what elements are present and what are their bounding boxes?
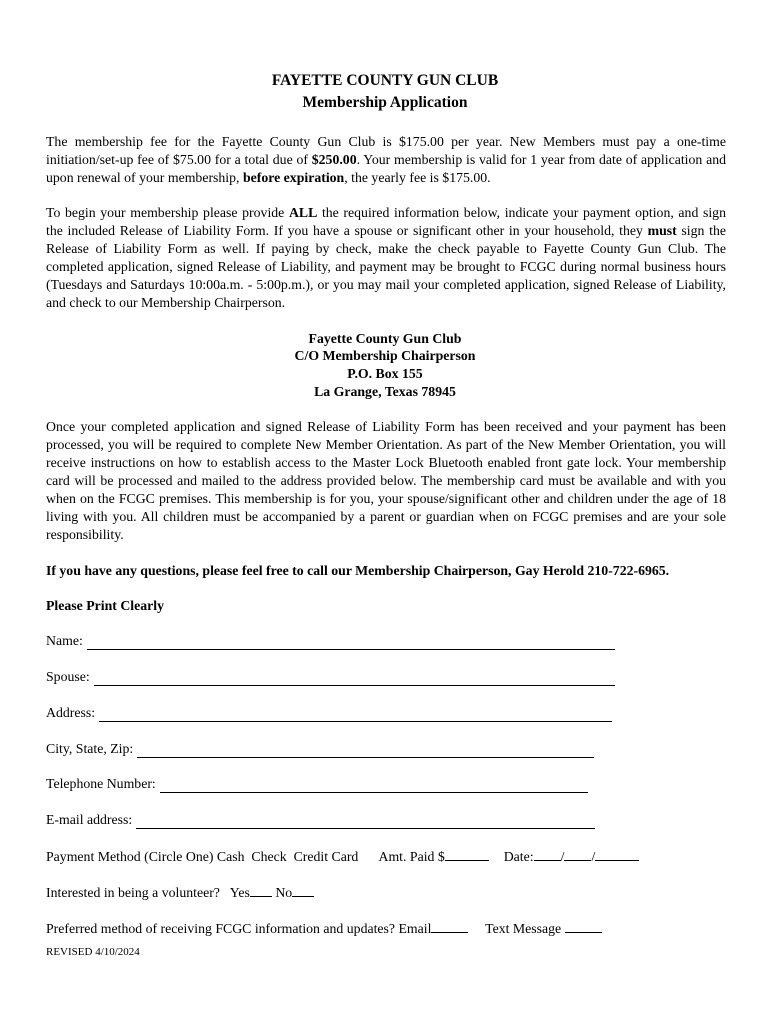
fee-paragraph (46, 133, 726, 187)
email-label: E-mail address: (46, 812, 133, 827)
instructions-text: To begin your membership please provide (46, 205, 289, 220)
email-input-line[interactable] (136, 814, 595, 829)
payment-method-label: Payment Method (Circle One) (46, 849, 214, 864)
address-line-4: La Grange, Texas 78945 (314, 384, 456, 399)
spouse-input-line[interactable] (94, 671, 615, 686)
fee-total: $250.00 (311, 152, 357, 167)
amount-paid-label: Amt. Paid $ (378, 849, 445, 864)
fee-text-3: , the yearly fee is $175.00. (344, 170, 491, 185)
preferred-question: Preferred method of receiving FCGC information and updates? (46, 921, 396, 936)
instructions-paragraph (46, 204, 726, 312)
questions-line: If you have any questions, please feel free to call our Membership Chairperson, Gay Herold 210-722-6965. (46, 563, 670, 578)
spouse-field[interactable] (46, 668, 615, 686)
name-input-line[interactable] (87, 635, 615, 650)
payment-option-cash[interactable]: Cash (216, 849, 245, 864)
preferred-text-label: Text Message (485, 921, 562, 936)
volunteer-yes-input[interactable] (250, 883, 272, 897)
volunteer-no-input[interactable] (292, 883, 314, 897)
volunteer-yes-label: Yes (229, 885, 250, 900)
print-clearly-heading: Please Print Clearly (46, 598, 165, 613)
revision-date: REVISED 4/10/2024 (46, 946, 140, 958)
preferred-text-input[interactable] (565, 919, 602, 933)
all-emphasis: ALL (288, 205, 318, 220)
telephone-label: Telephone Number: (46, 776, 156, 791)
fee-text-2: . Your membership is valid for 1 year from date of application and upon renewal of your membership, (46, 152, 726, 185)
date-separator-1: / (560, 849, 565, 864)
before-expiration: before expiration (242, 170, 345, 185)
address-label: Address: (46, 705, 96, 720)
email-field[interactable] (46, 811, 595, 829)
fee-text: The membership fee for the Fayette County Gun Club is $175.00 per year. New Members must pay a one-time initiation/set-up fee of $75.00 for a total due of (46, 134, 726, 167)
date-label: Date: (503, 849, 534, 864)
telephone-input-line[interactable] (160, 778, 588, 793)
document-subtitle: Membership Application (302, 94, 468, 111)
address-line-3: P.O. Box 155 (347, 366, 423, 381)
document-title: FAYETTE COUNTY GUN CLUB (271, 72, 499, 89)
date-day-input[interactable] (564, 847, 591, 861)
payment-option-check[interactable]: Check (251, 849, 287, 864)
name-field[interactable] (46, 632, 615, 650)
payment-row (46, 847, 639, 866)
address-field[interactable] (46, 704, 612, 722)
address-line-2: C/O Membership Chairperson (294, 348, 476, 363)
telephone-field[interactable] (46, 775, 588, 793)
instructions-text-3: sign the Release of Liability Form as well. If paying by check, make the check payable to Fayette County Gun Club. The completed application, signed Release of Liability, and payment may be brought to FCGC during normal business hours (Tuesdays and Saturdays 10:00a.m. - 5:00p.m.), or you may mail your completed application, signed Release of Liability, and check to our Membership Chairperson. (46, 223, 726, 310)
orientation-paragraph: Once your completed application and signed Release of Liability Form has been received and your payment has been processed, you will be required to complete New Member Orientation. As part of the New Member Orientation, you will receive instructions on how to establish access to the Master Lock Bluetooth enabled front gate lock. Your membership card will be processed and mailed to the address provided below. The membership card must be available and with you when on the FCGC premises. This membership is for you, your spouse/significant other and children under the age of 18 living with you. All children must be accompanied by a parent or guardian when on FCGC premises and are your sole responsibility. (46, 419, 726, 542)
date-month-input[interactable] (534, 847, 561, 861)
must-emphasis: must (647, 223, 677, 238)
preferred-contact-row (46, 919, 602, 938)
city-state-zip-field[interactable] (46, 740, 594, 758)
payment-option-credit-card[interactable]: Credit Card (293, 849, 359, 864)
date-separator-2: / (591, 849, 596, 864)
city-state-zip-label: City, State, Zip: (46, 741, 134, 756)
name-label: Name: (46, 633, 83, 648)
date-year-input[interactable] (595, 847, 639, 861)
preferred-email-input[interactable] (431, 919, 468, 933)
preferred-email-label: Email (398, 921, 432, 936)
instructions-text-2: the required information below, indicate your payment option, and sign the included Release of Liability Form. If you have a spouse or significant other in your household, they (46, 205, 726, 238)
volunteer-no-label: No (275, 885, 293, 900)
amount-paid-input[interactable] (445, 847, 489, 861)
city-state-zip-input-line[interactable] (137, 743, 594, 758)
volunteer-row (46, 883, 314, 902)
address-line-1: Fayette County Gun Club (308, 331, 462, 346)
spouse-label: Spouse: (46, 669, 90, 684)
address-input-line[interactable] (99, 707, 612, 722)
volunteer-question: Interested in being a volunteer? (46, 885, 220, 900)
